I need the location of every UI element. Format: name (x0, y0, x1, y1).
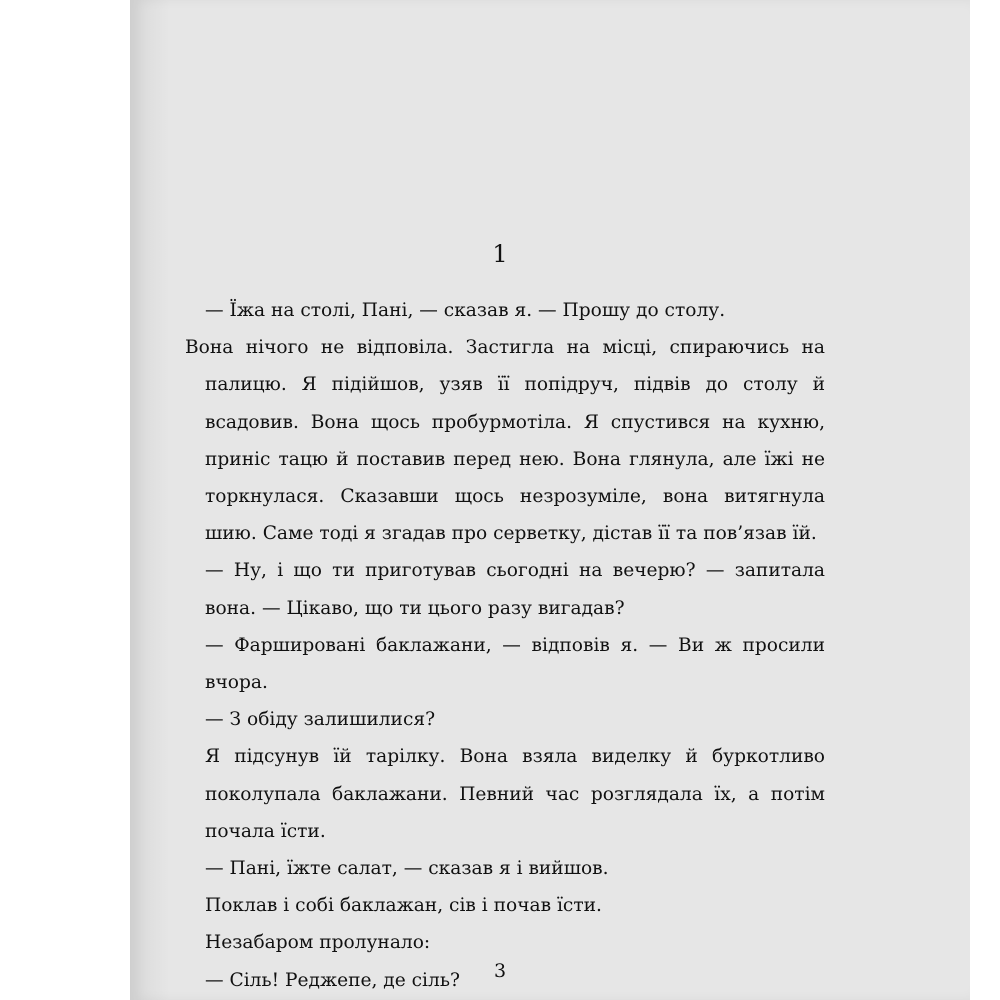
page-number: 3 (493, 960, 507, 982)
page-gutter-shadow (130, 0, 170, 1000)
paragraph: — Пані, їжте салат, — сказав я і вийшов. (205, 858, 609, 880)
paragraph: Незабаром пролунало: (205, 932, 431, 954)
page-body-text (185, 292, 825, 999)
paragraph: — Ну, і що ти приготував сьогодні на вечерю? — запитала вона. — Цікаво, що ти цього разу вигадав? (205, 560, 825, 619)
paragraph: Поклав і собі баклажан, сів і почав їсти. (205, 895, 602, 917)
paragraph: Вона нічого не відповіла. Застигла на місці, спираючись на палицю. Я підійшов, узяв її попідруч, підвів до столу й всадовив. Вона щось пробурмотіла. Я спустився на кухню, приніс тацю й поставив перед нею. Вона глянула, але їжі не торкнулася. Сказавши щось незрозуміле, вона витягнула шию. Саме тоді я згадав про серветку, дістав її та пов’язав їй. (185, 337, 825, 545)
chapter-number: 1 (492, 240, 508, 268)
paragraph: Я підсунув їй тарілку. Вона взяла виделку й буркотливо поколупала баклажани. Певний час розглядала їх, а потім почала їсти. (205, 746, 825, 842)
paragraph: — З обіду залишилися? (205, 709, 436, 731)
paragraph: — Фаршировані баклажани, — відповів я. — Ви ж просили вчора. (205, 634, 825, 694)
paragraph: — Сіль! Реджепе, де сіль? (205, 969, 460, 991)
paragraph: — Їжа на столі, Пані, — сказав я. — Прошу до столу. (205, 300, 726, 321)
